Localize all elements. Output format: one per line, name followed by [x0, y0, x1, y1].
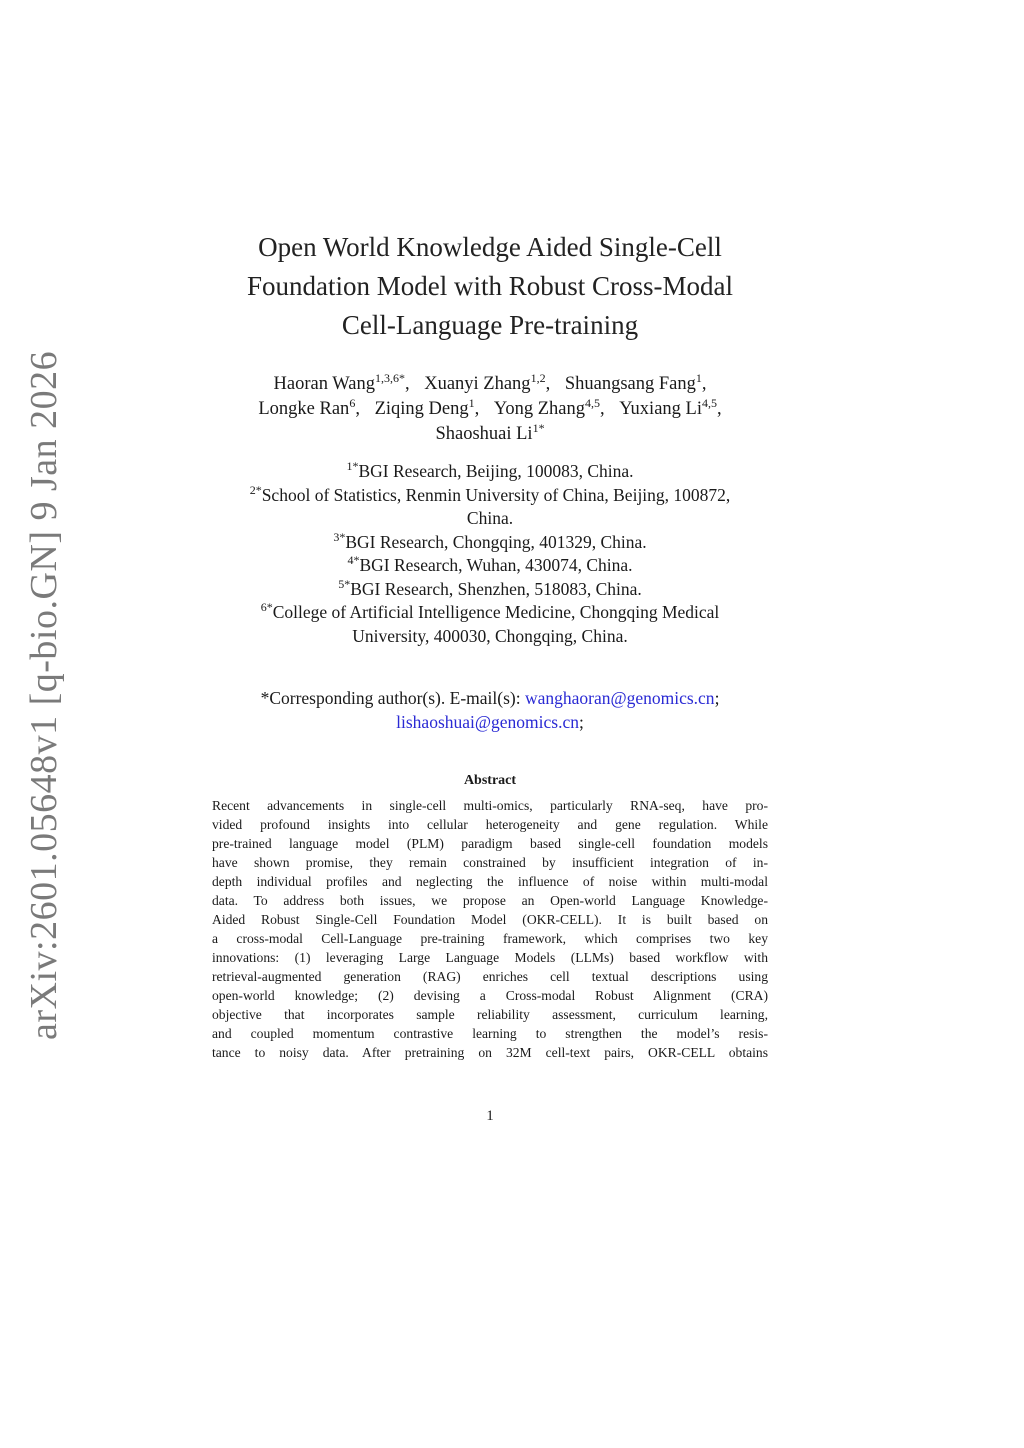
- abstract-line: retrieval-augmented generation (RAG) enriches cell textual descriptions using: [212, 969, 768, 984]
- title-line: Foundation Model with Robust Cross-Modal: [246, 271, 733, 301]
- abstract-line: open-world knowledge; (2) devising a Cross-modal Robust Alignment (CRA): [212, 988, 768, 1003]
- author: Xuanyi Zhang$^{1,2}$,: [424, 370, 551, 394]
- abstract-line: a cross-modal Cell-Language pre-training framework, which comprises two key: [212, 931, 768, 946]
- corresponding-line: *Corresponding author(s). E-mail(s): wanghaoran@genomics.cn;: [260, 688, 720, 708]
- corresponding-prefix: *Corresponding author(s). E-mail(s):: [260, 688, 525, 708]
- affiliation-continuation: University, 400030, Chongqing, China.: [352, 625, 628, 646]
- author: Shaoshuai $Li^{1*}$: [435, 420, 545, 444]
- affiliation-continuation: China.: [466, 508, 514, 528]
- page-number: 1: [486, 1108, 494, 1124]
- title-line: Open World Knowledge Aided Single-Cell: [258, 232, 722, 262]
- author: Longke Ran$^6$,: [258, 395, 360, 419]
- abstract-line: depth individual profiles and neglecting the influence of noise within multi-modal: [212, 874, 768, 889]
- author: Haoran Wang$^{1,3,6*}$,: [273, 370, 410, 394]
- abstract-line: pre-trained language model (PLM) paradigm based single-cell foundation models: [212, 836, 768, 851]
- corresponding-line: lishaoshuai@genomics.cn;: [396, 712, 584, 732]
- corresponding-authors: [180, 686, 800, 734]
- email-link[interactable]: lishaoshuai@genomics.cn: [396, 712, 579, 732]
- abstract-line: objective that incorporates sample reliability assessment, curriculum learning,: [212, 1007, 768, 1022]
- affiliation: $^{4*}$BGI Research, Wuhan, 430074, China.: [347, 553, 633, 575]
- author-list: [180, 372, 800, 447]
- abstract-line: innovations: (1) leveraging Large Language Models (LLMs) based workflow with: [212, 950, 768, 965]
- author: Yong Zhang$^{4,5}$,: [493, 395, 605, 419]
- author-line: [180, 397, 800, 422]
- affiliation: $^{6*}$College of Artificial Intelligence Medicine, Chongqing Medical: [260, 600, 720, 622]
- author: Yuxiang Li$^{4,5}$,: [619, 395, 722, 419]
- title-line: Cell-Language Pre-training: [341, 310, 639, 340]
- abstract-text: [212, 796, 768, 1062]
- abstract-line: and coupled momentum contrastive learning to strengthen the model’s resis-: [212, 1026, 768, 1041]
- abstract-line: have shown promise, they remain constrained by insufficient integration of in-: [212, 855, 768, 870]
- abstract-heading: Abstract: [463, 773, 517, 788]
- arxiv-side-identifier: arXiv:2601.05648v1 [q-bio.GN] 9 Jan 2026: [23, 350, 65, 1040]
- author-line: [180, 422, 800, 447]
- author: Ziqing Deng$^1$,: [374, 395, 480, 419]
- affiliation: $^{3*}$BGI Research, Chongqing, 401329, China.: [333, 529, 647, 552]
- abstract-line: Aided Robust Single-Cell Foundation Model (OKR-CELL). It is built based on: [212, 912, 768, 927]
- affiliation: $^{5*}$BGI Research, Shenzhen, 518083, China.: [338, 576, 642, 599]
- abstract-line: data. To address both issues, we propose an Open-world Language Knowledge-: [212, 893, 768, 908]
- author: Shuangsang Fang$^1$,: [564, 370, 707, 394]
- affiliation: $^{1*}$BGI Research, Beijing, 100083, China.: [346, 459, 634, 481]
- affiliation-list: [180, 460, 800, 648]
- abstract-line: Recent advancements in single-cell multi-omics, particularly RNA-seq, have pro-: [212, 798, 768, 813]
- affiliation: $^{2*}$School of Statistics, Renmin University of China, Beijing, 100872,: [249, 482, 731, 505]
- email-link[interactable]: wanghaoran@genomics.cn: [524, 688, 715, 708]
- abstract-line: tance to noisy data. After pretraining on 32M cell-text pairs, OKR-CELL obtains: [212, 1045, 768, 1060]
- abstract-line: vided profound insights into cellular heterogeneity and gene regulation. While: [212, 817, 768, 832]
- author-line: [180, 372, 800, 397]
- paper-title: [180, 228, 800, 345]
